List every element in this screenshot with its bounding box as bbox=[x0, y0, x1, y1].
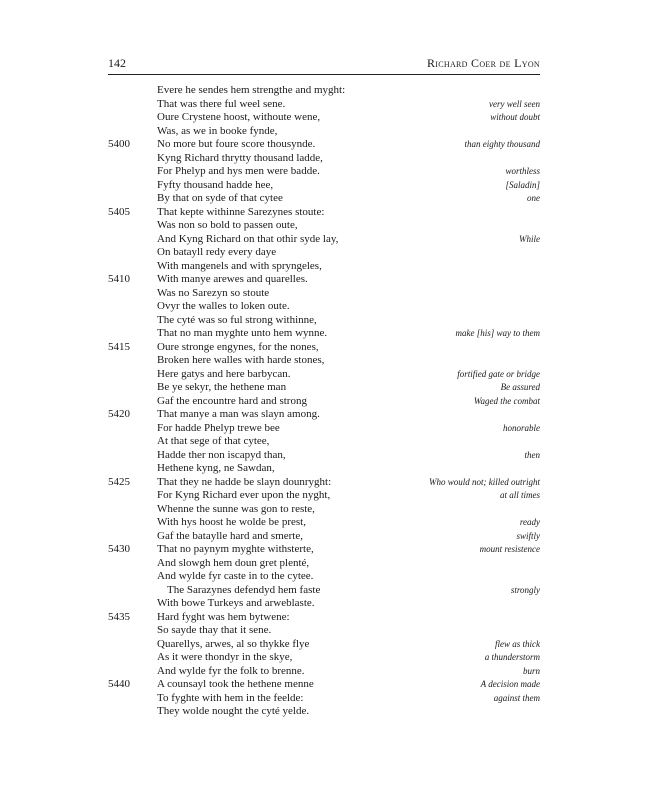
line-number: 5420 bbox=[108, 408, 130, 420]
marginal-gloss: Who would not; killed outright bbox=[429, 476, 540, 487]
verse-line bbox=[0, 584, 650, 598]
verse-line bbox=[0, 705, 650, 719]
line-number: 5410 bbox=[108, 273, 130, 285]
marginal-gloss: very well seen bbox=[489, 98, 540, 109]
marginal-gloss: fortified gate or bridge bbox=[457, 368, 540, 379]
verse-line bbox=[0, 516, 650, 530]
marginal-gloss: ready bbox=[519, 517, 540, 527]
verse-text: And wylde fyr caste in to the cytee. bbox=[157, 570, 314, 582]
line-number: 5415 bbox=[108, 340, 130, 353]
verse-line bbox=[0, 678, 650, 692]
verse-line bbox=[0, 84, 650, 98]
verse-line bbox=[0, 98, 650, 112]
verse-text: With bowe Turkeys and arweblaste. bbox=[157, 597, 315, 609]
line-number: 5430 bbox=[108, 543, 130, 555]
verse-line bbox=[0, 462, 650, 476]
marginal-gloss: one bbox=[527, 193, 540, 203]
verse-line bbox=[0, 611, 650, 625]
page-number: 142 bbox=[108, 56, 126, 70]
marginal-gloss: While bbox=[519, 233, 540, 244]
verse-text: Hethene kyng, ne Sawdan, bbox=[157, 462, 275, 474]
verse-line bbox=[0, 273, 650, 287]
verse-text: At that sege of that cytee, bbox=[157, 435, 270, 447]
verse-line bbox=[0, 125, 650, 139]
verse-line bbox=[0, 651, 650, 665]
marginal-gloss: then bbox=[524, 449, 540, 460]
verse-text: Hard fyght was hem bytwene: bbox=[157, 610, 290, 623]
verse-text: Evere he sendes hem strengthe and myght: bbox=[157, 84, 346, 96]
verse-line bbox=[0, 260, 650, 274]
verse-text: Here gatys and here barbycan. bbox=[157, 367, 291, 380]
line-number: 5405 bbox=[108, 205, 130, 218]
marginal-gloss: a thunderstorm bbox=[484, 652, 540, 662]
verse-text: For Kyng Richard ever upon the nyght, bbox=[157, 489, 331, 501]
verse-line bbox=[0, 206, 650, 220]
marginal-gloss: honorable bbox=[503, 422, 540, 433]
verse-line bbox=[0, 354, 650, 368]
verse-text: And Kyng Richard on that othir syde lay, bbox=[157, 232, 339, 245]
verse-text: They wolde nought the cyté yelde. bbox=[157, 705, 310, 717]
line-number: 5440 bbox=[108, 678, 130, 690]
verse-line bbox=[0, 138, 650, 152]
verse-text: And wylde fyr the folk to brenne. bbox=[157, 664, 305, 677]
running-header bbox=[108, 56, 540, 75]
marginal-gloss: than eighty thousand bbox=[464, 139, 540, 149]
verse-text: That no man myghte unto hem wynne. bbox=[157, 327, 328, 339]
marginal-gloss: against them bbox=[493, 692, 540, 703]
verse-line bbox=[0, 624, 650, 638]
verse-line bbox=[0, 692, 650, 706]
verse-line bbox=[0, 476, 650, 490]
verse-text: Quarellys, arwes, al so thykke flye bbox=[157, 637, 310, 650]
verse-text: Gaf the bataylle hard and smerte, bbox=[157, 529, 303, 542]
marginal-gloss: Waged the combat bbox=[473, 395, 540, 406]
verse-text: That kepte withinne Sarezynes stoute: bbox=[157, 205, 325, 218]
line-number: 5400 bbox=[108, 138, 130, 150]
marginal-gloss: swiftly bbox=[516, 530, 540, 541]
marginal-gloss: at all times bbox=[500, 490, 540, 500]
verse-text: Kyng Richard thrytty thousand ladde, bbox=[157, 151, 323, 164]
verse-line bbox=[0, 489, 650, 503]
verse-line bbox=[0, 152, 650, 166]
verse-line bbox=[0, 408, 650, 422]
verse-text: Oure stronge engynes, for the nones, bbox=[157, 340, 319, 353]
verse-line bbox=[0, 381, 650, 395]
verse-line bbox=[0, 219, 650, 233]
verse-text: For Phelyp and hys men were badde. bbox=[157, 165, 320, 177]
marginal-gloss: mount resistence bbox=[479, 544, 540, 554]
verse-text: For hadde Phelyp trewe bee bbox=[157, 421, 280, 434]
verse-text: Fyfty thousand hadde hee, bbox=[157, 178, 274, 191]
line-number: 5435 bbox=[108, 610, 130, 623]
verse-text: By that on syde of that cytee bbox=[157, 192, 283, 204]
verse-text: That was there ful weel sene. bbox=[157, 97, 286, 110]
verse-line bbox=[0, 665, 650, 679]
verse-text: The cyté was so ful strong withinne, bbox=[157, 313, 317, 326]
verse-text: With hys hoost he wolde be prest, bbox=[157, 516, 306, 528]
verse-text: That manye a man was slayn among. bbox=[157, 408, 320, 420]
verse-line bbox=[0, 111, 650, 125]
verse-line bbox=[0, 570, 650, 584]
verse-text: That no paynym myghte withsterte, bbox=[157, 543, 314, 555]
verse-line bbox=[0, 192, 650, 206]
verse-line bbox=[0, 287, 650, 301]
verse-line bbox=[0, 246, 650, 260]
verse-text: Oure Crystene hoost, withoute wene, bbox=[157, 111, 321, 123]
verse-text: That they ne hadde be slayn dounryght: bbox=[157, 475, 332, 488]
marginal-gloss: worthless bbox=[505, 166, 540, 176]
verse-text: No more but foure score thousynde. bbox=[157, 138, 316, 150]
verse-text: Ovyr the walles to loken oute. bbox=[157, 300, 290, 312]
verse-text: And slowgh hem doun gret plenté, bbox=[157, 556, 310, 569]
verse-text: Was non so bold to passen oute, bbox=[157, 219, 298, 231]
verse-text: Hadde ther non iscapyd than, bbox=[157, 448, 286, 461]
verse-text: A counsayl took the hethene menne bbox=[157, 678, 314, 690]
verse-text: To fyghte with hem in the feelde: bbox=[157, 691, 304, 704]
verse-line bbox=[0, 341, 650, 355]
verse-line bbox=[0, 368, 650, 382]
marginal-gloss: burn bbox=[522, 665, 540, 676]
verse-line bbox=[0, 314, 650, 328]
verse-text: Be ye sekyr, the hethene man bbox=[157, 381, 287, 393]
marginal-gloss: A decision made bbox=[480, 679, 540, 689]
verse-line bbox=[0, 179, 650, 193]
verse-text: Was no Sarezyn so stoute bbox=[157, 286, 270, 299]
verse-line bbox=[0, 165, 650, 179]
verse-text: As it were thondyr in the skye, bbox=[157, 651, 293, 663]
verse-text: The Sarazynes defendyd hem faste bbox=[167, 583, 321, 596]
verse-line bbox=[0, 327, 650, 341]
verse-text: On batayll redy every daye bbox=[157, 246, 277, 258]
marginal-gloss: flew as thick bbox=[495, 638, 540, 649]
verse-line bbox=[0, 449, 650, 463]
line-number: 5425 bbox=[108, 475, 130, 488]
verse-line bbox=[0, 638, 650, 652]
running-title: Richard Coer de Lyon bbox=[426, 56, 540, 70]
verse-text: So sayde thay that it sene. bbox=[157, 624, 272, 636]
marginal-gloss: [Saladin] bbox=[505, 179, 540, 190]
poem-text bbox=[0, 84, 650, 719]
marginal-gloss: Be assured bbox=[500, 382, 540, 392]
verse-text: Broken here walles with harde stones, bbox=[157, 354, 325, 366]
verse-line bbox=[0, 557, 650, 571]
verse-line bbox=[0, 597, 650, 611]
verse-text: With mangenels and with spryngeles, bbox=[157, 259, 322, 272]
verse-line bbox=[0, 395, 650, 409]
marginal-gloss: strongly bbox=[510, 584, 540, 595]
verse-text: Gaf the encountre hard and strong bbox=[157, 394, 307, 407]
verse-line bbox=[0, 435, 650, 449]
verse-line bbox=[0, 530, 650, 544]
verse-line bbox=[0, 503, 650, 517]
verse-line bbox=[0, 543, 650, 557]
verse-text: With manye arewes and quarelles. bbox=[157, 273, 308, 285]
marginal-gloss: make [his] way to them bbox=[455, 328, 540, 338]
verse-line bbox=[0, 300, 650, 314]
verse-text: Whenne the sunne was gon to reste, bbox=[157, 502, 315, 515]
verse-line bbox=[0, 422, 650, 436]
marginal-gloss: without doubt bbox=[490, 112, 540, 122]
verse-text: Was, as we in booke fynde, bbox=[157, 124, 278, 137]
verse-line bbox=[0, 233, 650, 247]
